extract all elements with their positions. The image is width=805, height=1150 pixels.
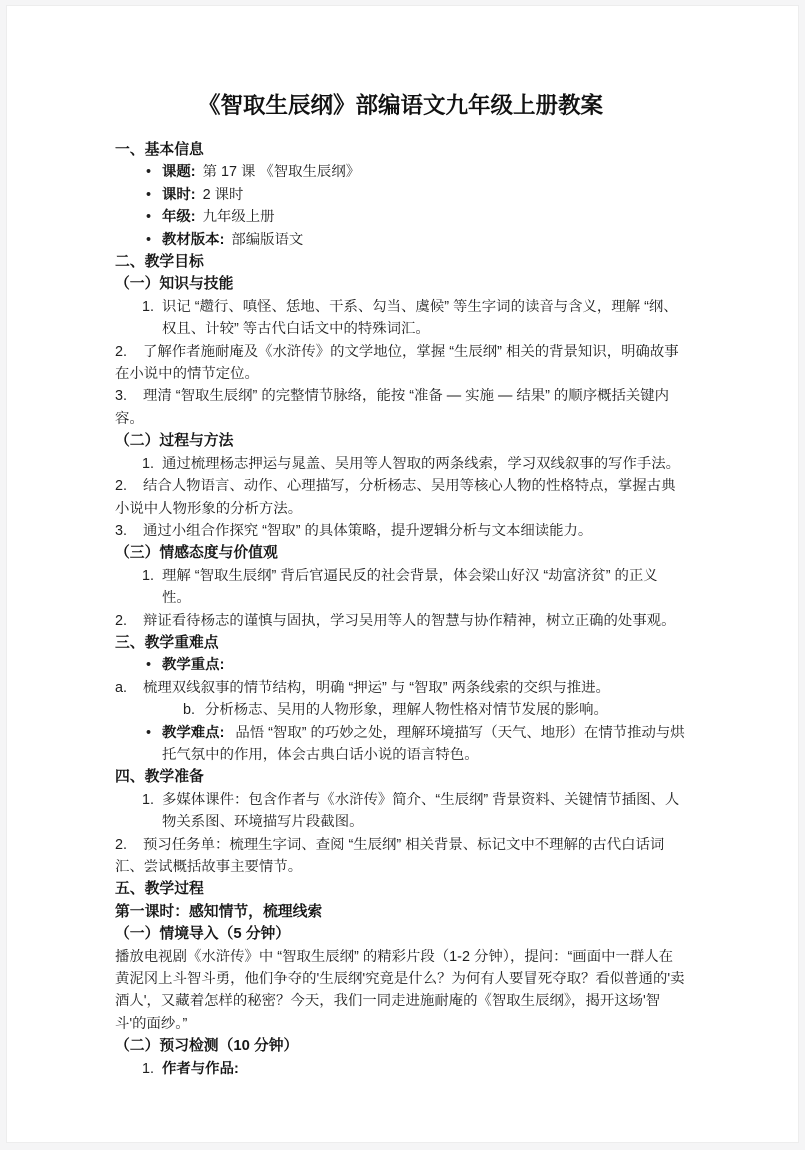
key-focus-item-a-text: 梳理双线叙事的情节结构，明确 “押运” 与 “智取” 两条线索的交织与推进。 <box>143 679 610 696</box>
goal2-item-2 <box>115 475 686 520</box>
preview-check-item-1 <box>115 1058 686 1080</box>
goal1-item-3-number: 3. <box>115 388 128 405</box>
key-difficulty-label: 教学难点: <box>162 724 225 741</box>
heading-teaching-process: 五、教学过程 <box>115 881 204 898</box>
goal2-item-2-number: 2. <box>115 478 128 495</box>
goal3-item-2-text: 辩证看待杨志的谨慎与固执，学习吴用等人的智慧与协作精神，树立正确的处事观。 <box>143 612 676 629</box>
goal1-item-1 <box>115 296 686 341</box>
goal1-item-1-text: 识记 “趱行、嗔怪、恁地、干系、勾当、虞候” 等生字词的读音与含义，理解 “纲、权且、计较” 等古代白话文中的特殊词汇。 <box>162 298 678 338</box>
goal3-item-1-text: 理解 “智取生辰纲” 背后官逼民反的社会背景，体会梁山好汉 “劫富济贫” 的正义性。 <box>162 567 658 607</box>
key-focus-item-b-text: 分析杨志、吴用的人物形象，理解人物性格对情节发展的影响。 <box>205 702 608 719</box>
basic-item-edition <box>115 229 686 251</box>
key-focus-item-a-number: a. <box>115 679 128 696</box>
key-focus-label: 教学重点: <box>162 657 225 674</box>
heading-preview-check: （二）预习检测（10 分钟） <box>115 1038 299 1055</box>
prep-item-2 <box>115 834 686 879</box>
key-difficulty-item <box>115 722 686 767</box>
basic-item-grade-value: 九年级上册 <box>202 209 275 226</box>
goal2-item-3-text: 通过小组合作探究 “智取” 的具体策略，提升逻辑分析与文本细读能力。 <box>143 522 593 539</box>
goal3-item-1 <box>115 565 686 610</box>
subheading-emotion-values: （三）情感态度与价值观 <box>115 545 278 562</box>
key-focus-item-a <box>115 677 686 699</box>
goal1-item-2-number: 2. <box>115 343 128 360</box>
goal3-item-2 <box>115 610 686 632</box>
heading-lesson-1: 第一课时：感知情节，梳理线索 <box>115 903 323 920</box>
basic-item-periods-value: 2 课时 <box>202 186 244 203</box>
heading-situation-intro: （一）情境导入（5 分钟） <box>115 926 291 943</box>
basic-item-edition-label: 教材版本: <box>162 231 225 248</box>
heading-preparation: 四、教学准备 <box>115 769 204 786</box>
goal2-item-3-number: 3. <box>115 522 128 539</box>
basic-item-topic <box>115 161 686 183</box>
prep-item-1-number: 1. <box>142 791 155 808</box>
subheading-process-method: （二）过程与方法 <box>115 433 234 450</box>
basic-item-edition-value: 部编版语文 <box>231 231 304 248</box>
goal1-item-2-text: 了解作者施耐庵及《水浒传》的文学地位，掌握 “生辰纲” 相关的背景知识，明确故事在小说中的情节定位。 <box>115 343 679 383</box>
basic-item-grade-label: 年级: <box>162 209 196 226</box>
basic-item-periods-label: 课时: <box>162 186 196 203</box>
basic-item-topic-label: 课题: <box>162 164 196 181</box>
preview-check-item-1-label: 作者与作品: <box>162 1060 239 1077</box>
goal3-item-1-number: 1. <box>142 567 155 584</box>
key-focus-item-b-number: b. <box>183 702 196 719</box>
goal2-item-3 <box>115 520 686 542</box>
preview-check-item-1-number: 1. <box>142 1060 155 1077</box>
heading-basic-info: 一、基本信息 <box>115 142 204 158</box>
key-difficulty-text: 品悟 “智取” 的巧妙之处，理解环境描写（天气、地形）在情节推动与烘托气氛中的作用，体会古典白话小说的语言特色。 <box>162 724 685 763</box>
prep-item-1-text: 多媒体课件：包含作者与《水浒传》简介、“生辰纲” 背景资料、关键情节插图、人物关系图、环境描写片段截图。 <box>162 791 680 831</box>
basic-item-grade <box>115 206 686 228</box>
goal2-item-1-text: 通过梳理杨志押运与晁盖、吴用等人智取的两条线索，学习双线叙事的写作手法。 <box>162 455 681 472</box>
goal1-item-3 <box>115 385 686 430</box>
key-focus-item <box>115 654 686 676</box>
goal1-item-1-number: 1. <box>142 298 155 315</box>
key-focus-item-b <box>183 699 686 721</box>
heading-teaching-goals: 二、教学目标 <box>115 254 204 271</box>
subheading-knowledge-skills: （一）知识与技能 <box>115 276 234 293</box>
goal1-item-3-text: 理清 “智取生辰纲” 的完整情节脉络，能按 “准备 — 实施 — 结果” 的顺序概括关键内容。 <box>115 388 670 427</box>
prep-item-1 <box>115 789 686 834</box>
prep-item-2-number: 2. <box>115 836 128 853</box>
heading-key-points: 三、教学重难点 <box>115 634 219 651</box>
prep-item-2-text: 预习任务单：梳理生字词、查阅 “生辰纲” 相关背景、标记文中不理解的古代白话词汇、尝试概括故事主要情节。 <box>115 836 665 875</box>
goal3-item-2-number: 2. <box>115 612 128 629</box>
goal2-item-1 <box>115 453 686 475</box>
doc-title: 《智取生辰纲》部编语文九年级上册教案 <box>197 93 603 118</box>
document-page <box>6 5 799 1143</box>
basic-item-periods <box>115 184 686 206</box>
situation-intro-paragraph: 播放电视剧《水浒传》中 “智取生辰纲” 的精彩片段（1-2 分钟），提问：“画面中一群人在黄泥冈上斗智斗勇，他们争夺的'生辰纲'究竟是什么？为何有人要冒死夺取？看似普通的'卖酒人'，又藏着怎样的秘密？今天，我们一同走进施耐庵的《智取生辰纲》，揭开这场'智斗'的面纱。” <box>115 948 685 1032</box>
goal2-item-1-number: 1. <box>142 455 155 472</box>
goal1-item-2 <box>115 341 686 386</box>
basic-item-topic-value: 第 17 课 《智取生辰纲》 <box>202 164 361 181</box>
goal2-item-2-text: 结合人物语言、动作、心理描写，分析杨志、吴用等核心人物的性格特点，掌握古典小说中人物形象的分析方法。 <box>115 478 676 517</box>
